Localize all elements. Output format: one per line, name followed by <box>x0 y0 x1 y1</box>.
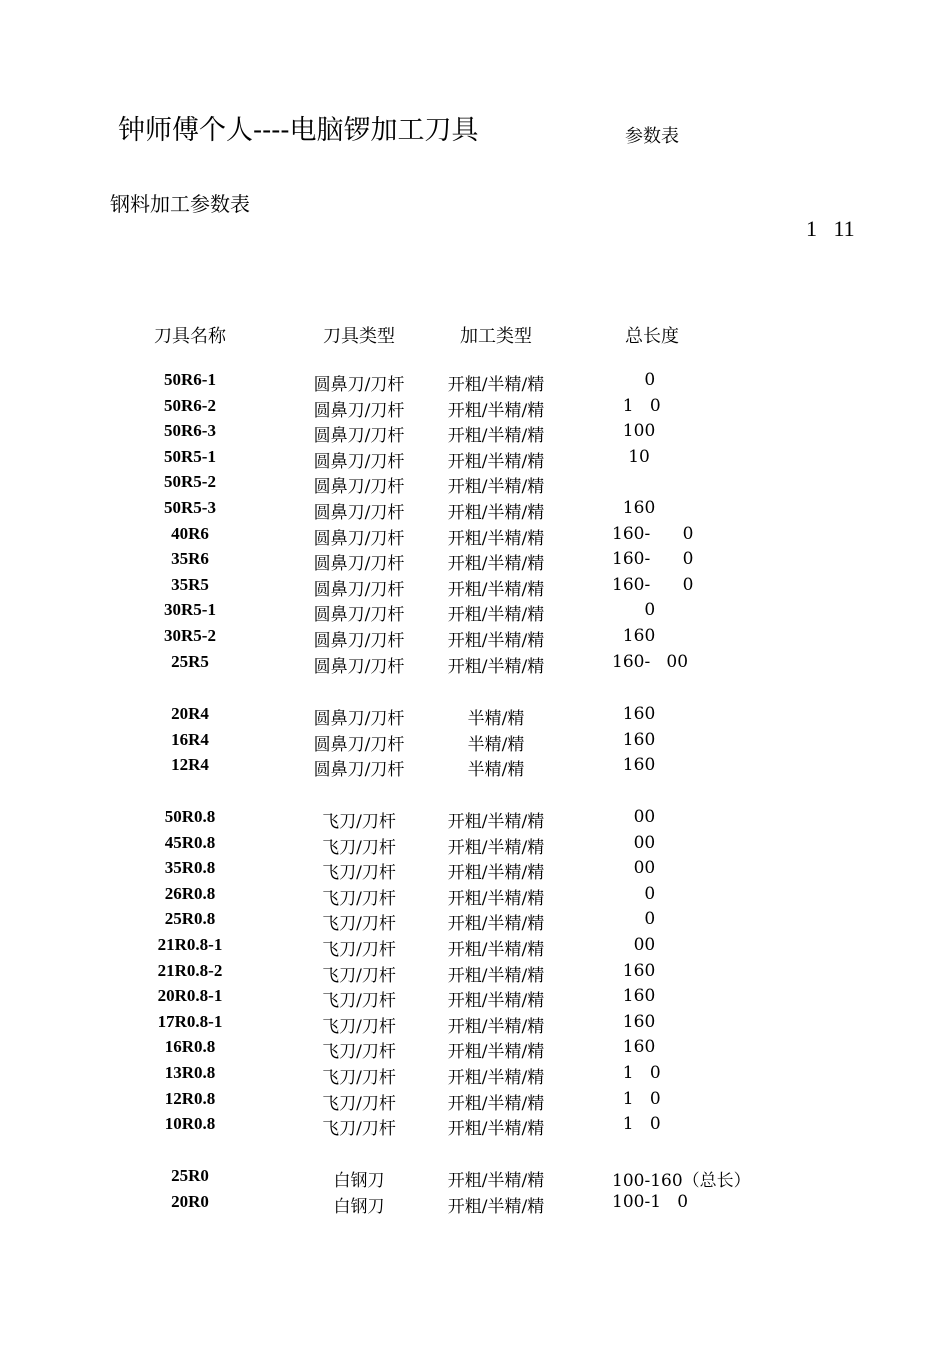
total-length-cell: 160- 0 <box>612 523 694 544</box>
tool-name-cell: 20R0 <box>171 1191 209 1211</box>
tool-name-cell: 12R0.8 <box>164 1088 216 1108</box>
tool-type-cell: 圆鼻刀/刀杆 <box>313 760 405 781</box>
header-process-type: 加工类型 <box>460 326 532 347</box>
tool-name-cell: 20R0.8-1 <box>157 986 223 1006</box>
total-length-cell: 160 <box>612 1011 656 1032</box>
process-type-cell: 开粗/半精/精 <box>447 426 545 447</box>
tool-type-cell: 飞刀/刀杆 <box>322 812 396 832</box>
tool-name-cell: 30R5-2 <box>164 626 216 645</box>
tool-name-cell: 25R5 <box>171 651 209 671</box>
tool-type-cell: 飞刀/刀杆 <box>322 914 396 935</box>
tool-name-cell: 50R6-2 <box>164 395 216 415</box>
table-row <box>0 909 950 934</box>
tool-type-cell: 圆鼻刀/刀杆 <box>313 631 405 651</box>
total-length-cell: 00 <box>612 832 656 853</box>
table-row <box>0 1063 950 1088</box>
process-type-cell: 开粗/半精/精 <box>447 451 545 472</box>
process-type-cell: 开粗/半精/精 <box>447 554 545 575</box>
tool-type-cell: 圆鼻刀/刀杆 <box>313 503 405 523</box>
tool-name-cell: 50R5-2 <box>164 472 216 492</box>
process-type-cell: 开粗/半精/精 <box>447 656 545 677</box>
tool-name-cell: 16R0.8 <box>164 1037 216 1057</box>
tool-name-cell: 50R0.8 <box>164 807 216 826</box>
tool-name-cell: 12R4 <box>171 755 209 775</box>
tool-type-cell: 白钢刀 <box>333 1171 385 1191</box>
total-length-cell: 10 <box>612 446 650 467</box>
tool-name-cell: 17R0.8-1 <box>157 1011 223 1031</box>
table-row <box>0 1166 950 1191</box>
tool-type-cell: 圆鼻刀/刀杆 <box>313 605 405 626</box>
tool-type-cell: 飞刀/刀杆 <box>322 940 396 960</box>
table-row <box>0 704 950 729</box>
process-type-cell: 开粗/半精/精 <box>447 837 545 858</box>
process-type-cell: 开粗/半精/精 <box>447 400 545 421</box>
table-row <box>0 421 950 446</box>
header-tool-name: 刀具名称 <box>154 326 226 347</box>
process-type-cell: 半精/精 <box>467 760 525 781</box>
table-row <box>0 1037 950 1062</box>
tool-name-cell: 35R5 <box>171 574 209 594</box>
tool-name-cell: 35R6 <box>171 549 209 569</box>
tool-type-cell: 飞刀/刀杆 <box>322 837 396 858</box>
total-length-cell: 160 <box>612 498 656 518</box>
process-type-cell: 开粗/半精/精 <box>447 888 545 909</box>
tool-name-cell: 30R5-1 <box>164 600 216 620</box>
tool-name-cell: 25R0 <box>171 1166 209 1185</box>
table-row <box>0 652 950 677</box>
process-type-cell: 开粗/半精/精 <box>447 503 545 523</box>
total-length-cell: 160 <box>612 729 656 750</box>
total-length-cell: 100-160（总长） <box>612 1171 751 1191</box>
total-length-cell: 160 <box>612 960 656 981</box>
table-row <box>0 447 950 472</box>
table-row <box>0 370 950 395</box>
total-length-cell: 100-1 0 <box>612 1191 689 1212</box>
process-type-cell: 开粗/半精/精 <box>447 1171 545 1191</box>
total-length-cell: 160 <box>612 986 656 1007</box>
header-tool-type: 刀具类型 <box>323 326 395 347</box>
process-type-cell: 开粗/半精/精 <box>447 991 545 1012</box>
total-length-cell: 100 <box>612 421 656 442</box>
process-type-cell: 开粗/半精/精 <box>447 1093 545 1114</box>
total-length-cell: 1 0 <box>612 1088 661 1109</box>
tool-type-cell: 圆鼻刀/刀杆 <box>313 400 405 421</box>
table-row <box>0 986 950 1011</box>
total-length-cell: 160- 0 <box>612 574 694 595</box>
tool-name-cell: 25R0.8 <box>164 909 216 929</box>
tool-name-cell: 35R0.8 <box>164 858 216 878</box>
table-row <box>0 575 950 600</box>
total-length-cell: 1 0 <box>612 395 661 416</box>
tool-type-cell: 飞刀/刀杆 <box>322 888 396 909</box>
table-subtitle: 钢料加工参数表 <box>110 192 250 216</box>
tool-type-cell: 飞刀/刀杆 <box>322 1016 396 1037</box>
process-type-cell: 开粗/半精/精 <box>447 965 545 986</box>
total-length-cell: 0 <box>612 370 656 390</box>
tool-type-cell: 圆鼻刀/刀杆 <box>313 554 405 575</box>
total-length-cell: 0 <box>612 883 656 904</box>
table-row <box>0 626 950 651</box>
total-length-cell: 0 <box>612 600 656 621</box>
title-suffix: 参数表 <box>625 126 679 147</box>
total-length-cell: 1 0 <box>612 1063 661 1083</box>
total-length-cell: 00 <box>612 858 656 879</box>
tool-type-cell: 飞刀/刀杆 <box>322 1042 396 1063</box>
document-title: 钟师傅个人----电脑锣加工刀具 <box>118 115 479 146</box>
total-length-cell: 160 <box>612 1037 656 1058</box>
table-row <box>0 1089 950 1114</box>
tool-type-cell: 飞刀/刀杆 <box>322 863 396 884</box>
table-row <box>0 524 950 549</box>
table-row <box>0 1012 950 1037</box>
table-row <box>0 498 950 523</box>
tool-type-cell: 圆鼻刀/刀杆 <box>313 709 405 729</box>
tool-name-cell: 40R6 <box>171 523 209 543</box>
tool-type-cell: 圆鼻刀/刀杆 <box>313 375 405 395</box>
tool-name-cell: 26R0.8 <box>164 883 216 903</box>
process-type-cell: 开粗/半精/精 <box>447 477 545 498</box>
tool-name-cell: 21R0.8-1 <box>157 935 223 954</box>
total-length-cell: 160- 00 <box>612 651 689 672</box>
table-row <box>0 396 950 421</box>
table-row <box>0 549 950 574</box>
table-row <box>0 858 950 883</box>
total-length-cell: 00 <box>612 807 656 827</box>
tool-type-cell: 圆鼻刀/刀杆 <box>313 451 405 472</box>
page-number: 1 11 <box>806 216 855 241</box>
process-type-cell: 开粗/半精/精 <box>447 579 545 600</box>
tool-type-cell: 圆鼻刀/刀杆 <box>313 579 405 600</box>
table-row <box>0 807 950 832</box>
process-type-cell: 开粗/半精/精 <box>447 528 545 549</box>
tool-type-cell: 飞刀/刀杆 <box>322 1093 396 1114</box>
process-type-cell: 开粗/半精/精 <box>447 1042 545 1063</box>
tool-type-cell: 飞刀/刀杆 <box>322 965 396 986</box>
tool-name-cell: 20R4 <box>171 704 209 723</box>
tool-name-cell: 50R5-3 <box>164 498 216 517</box>
tool-type-cell: 圆鼻刀/刀杆 <box>313 528 405 549</box>
tool-name-cell: 10R0.8 <box>164 1114 216 1134</box>
process-type-cell: 半精/精 <box>467 734 525 755</box>
tool-type-cell: 飞刀/刀杆 <box>322 991 396 1012</box>
table-row <box>0 1192 950 1217</box>
table-row <box>0 884 950 909</box>
process-type-cell: 开粗/半精/精 <box>447 1016 545 1037</box>
tool-type-cell: 圆鼻刀/刀杆 <box>313 734 405 755</box>
tool-name-cell: 50R5-1 <box>164 446 216 466</box>
process-type-cell: 开粗/半精/精 <box>447 812 545 832</box>
tool-type-cell: 圆鼻刀/刀杆 <box>313 426 405 447</box>
tool-type-cell: 飞刀/刀杆 <box>322 1119 396 1140</box>
tool-type-cell: 圆鼻刀/刀杆 <box>313 477 405 498</box>
process-type-cell: 开粗/半精/精 <box>447 863 545 884</box>
process-type-cell: 开粗/半精/精 <box>447 631 545 651</box>
tool-name-cell: 45R0.8 <box>164 832 216 852</box>
total-length-cell: 0 <box>612 909 656 930</box>
table-row <box>0 755 950 780</box>
table-row <box>0 961 950 986</box>
tool-name-cell: 16R4 <box>171 729 209 749</box>
process-type-cell: 开粗/半精/精 <box>447 375 545 395</box>
table-row <box>0 833 950 858</box>
total-length-cell: 1 0 <box>612 1114 661 1135</box>
tool-type-cell: 飞刀/刀杆 <box>322 1068 396 1088</box>
tool-name-cell: 50R6-3 <box>164 421 216 441</box>
tool-type-cell: 白钢刀 <box>333 1196 385 1217</box>
process-type-cell: 开粗/半精/精 <box>447 940 545 960</box>
total-length-cell: 160 <box>612 704 656 724</box>
process-type-cell: 开粗/半精/精 <box>447 1068 545 1088</box>
table-row <box>0 730 950 755</box>
tool-name-cell: 50R6-1 <box>164 370 216 389</box>
table-row <box>0 472 950 497</box>
total-length-cell: 160 <box>612 755 656 776</box>
header-total-length: 总长度 <box>625 326 679 347</box>
process-type-cell: 开粗/半精/精 <box>447 1119 545 1140</box>
table-row <box>0 935 950 960</box>
process-type-cell: 半精/精 <box>467 709 525 729</box>
total-length-cell: 160 <box>612 626 656 646</box>
total-length-cell: 00 <box>612 935 656 955</box>
process-type-cell: 开粗/半精/精 <box>447 1196 545 1217</box>
table-row <box>0 600 950 625</box>
table-row <box>0 1114 950 1139</box>
total-length-cell: 160- 0 <box>612 549 694 570</box>
tool-type-cell: 圆鼻刀/刀杆 <box>313 656 405 677</box>
process-type-cell: 开粗/半精/精 <box>447 914 545 935</box>
tool-name-cell: 13R0.8 <box>164 1063 216 1082</box>
process-type-cell: 开粗/半精/精 <box>447 605 545 626</box>
tool-name-cell: 21R0.8-2 <box>157 960 223 980</box>
